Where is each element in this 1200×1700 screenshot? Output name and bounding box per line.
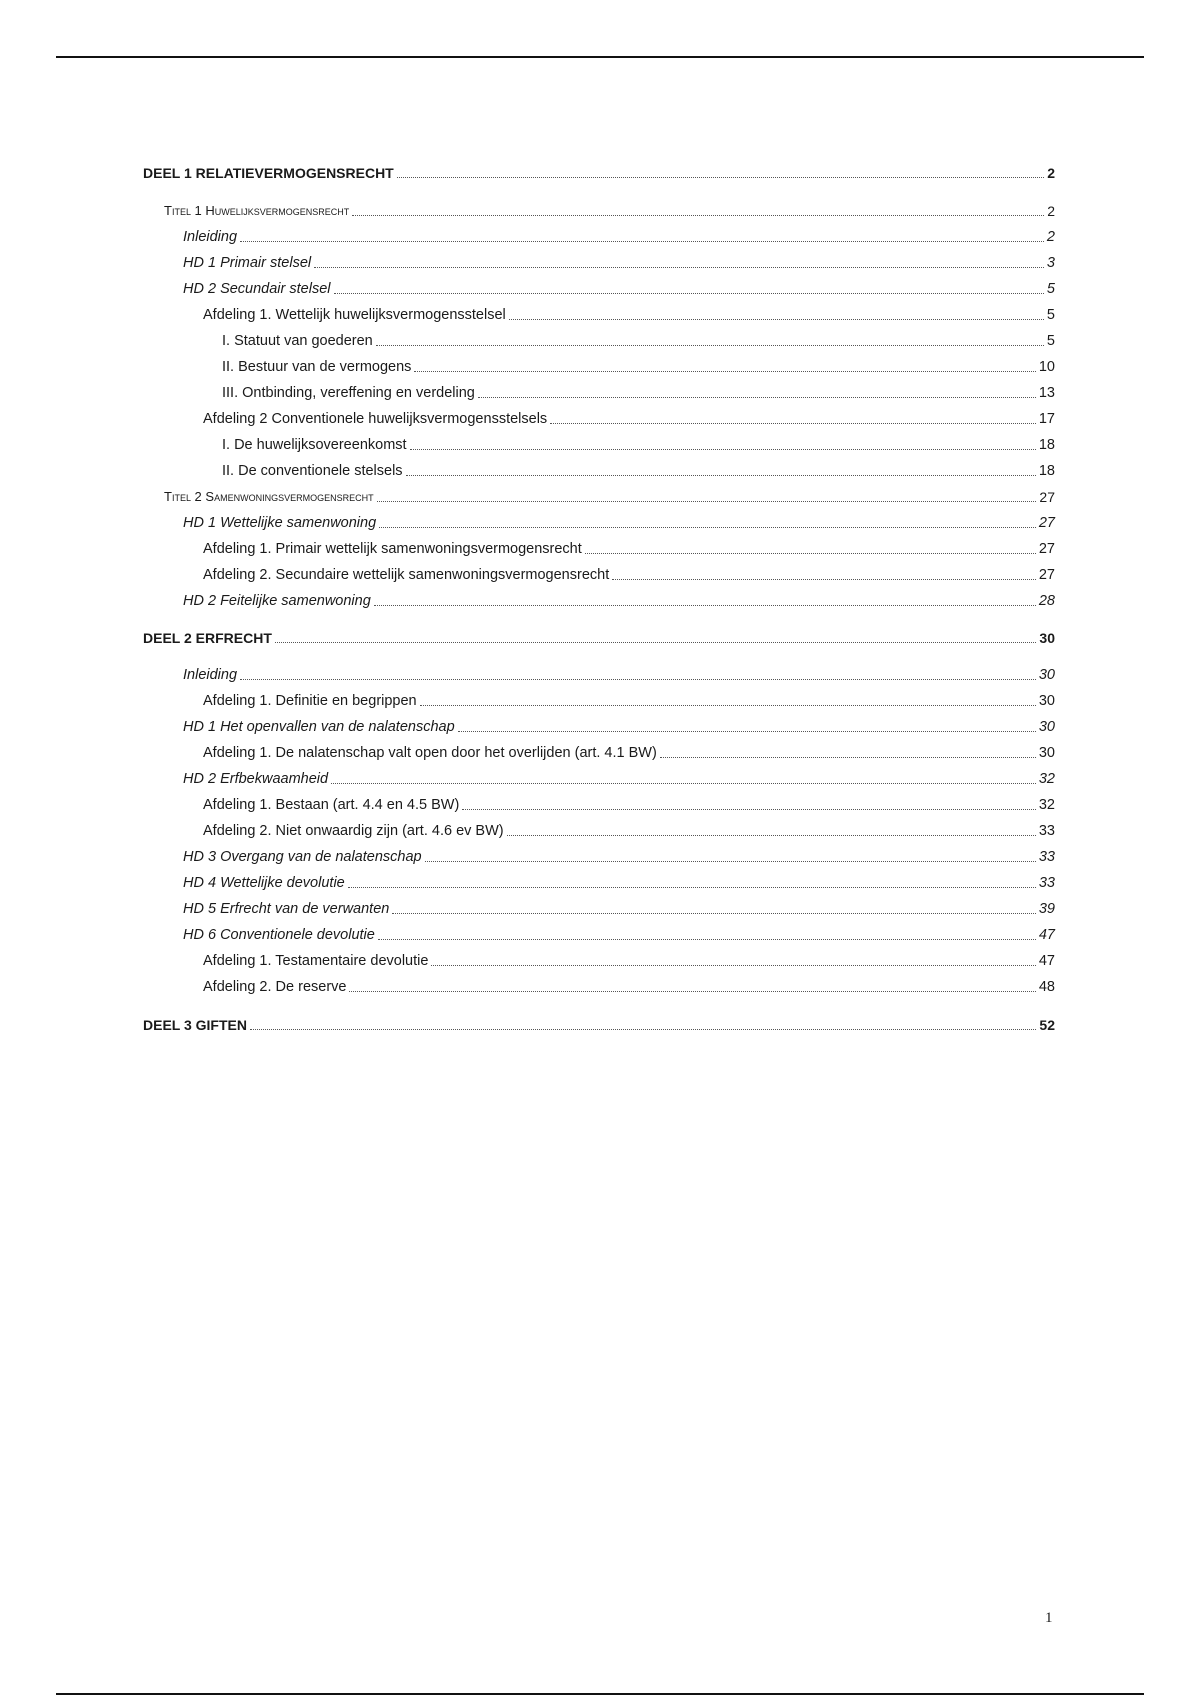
toc-entry-page: 27 [1038,541,1055,557]
toc-entry-label: DEEL 1 RELATIEVERMOGENSRECHT [143,165,394,181]
toc-entry[interactable] [143,482,1055,506]
toc-entry-page: 30 [1038,693,1055,709]
toc-entry[interactable] [143,300,1055,324]
toc-entry-label: I. Statuut van goederen [222,333,373,349]
dot-leader [431,965,1035,966]
toc-entry[interactable] [143,764,1055,788]
dot-leader [392,913,1036,914]
toc-entry-page: 10 [1038,359,1055,375]
dot-leader [458,731,1036,732]
toc-entry-page: 5 [1046,333,1055,349]
dot-leader [550,423,1036,424]
dot-leader [612,579,1036,580]
dot-leader [348,887,1036,888]
dot-leader [425,861,1036,862]
toc-entry[interactable] [143,738,1055,762]
toc-entry[interactable] [143,686,1055,710]
toc-entry-label: DEEL 2 ERFRECHT [143,630,272,646]
toc-entry-label: HD 2 Secundair stelsel [183,281,331,297]
toc-entry-page: 27 [1039,489,1055,505]
toc-entry-label: Inleiding [183,667,238,683]
header-rule [56,56,1144,58]
toc-entry-label: HD 2 Feitelijke samenwoning [183,593,371,609]
toc-entry[interactable] [143,660,1055,684]
toc-entry-page: 18 [1038,437,1055,453]
toc-entry-label: Afdeling 1. Bestaan (art. 4.4 en 4.5 BW) [203,797,460,813]
toc-entry-page: 2 [1046,229,1055,245]
toc-entry-label: HD 1 Wettelijke samenwoning [183,515,377,531]
toc-entry[interactable] [143,274,1055,298]
toc-entry-label: Afdeling 1. Definitie en begrippen [203,693,417,709]
toc-entry[interactable] [143,920,1055,944]
toc-entry-page: 13 [1038,385,1055,401]
footer-rule [56,1693,1144,1695]
toc-entry-label: Afdeling 1. De nalatenschap valt open door het overlijden (art. 4.1 BW) [203,745,657,761]
toc-entry[interactable] [143,430,1055,454]
toc-entry[interactable] [143,404,1055,428]
toc-entry-page: 47 [1038,953,1055,969]
toc-entry-label: II. Bestuur van de vermogens [222,359,412,375]
toc-entry[interactable] [143,842,1055,866]
toc-entry-label: Afdeling 1. Wettelijk huwelijksvermogensstelsel [203,307,506,323]
toc-entry[interactable] [143,534,1055,558]
toc-entry[interactable] [143,623,1055,647]
toc-entry-label: HD 3 Overgang van de nalatenschap [183,849,422,865]
dot-leader [410,449,1036,450]
dot-leader [352,215,1044,216]
toc-entry-page: 47 [1038,927,1055,943]
toc-entry-page: 30 [1038,667,1055,683]
toc-entry[interactable] [143,352,1055,376]
toc-entry-page: 3 [1046,255,1055,271]
toc-entry-label: HD 6 Conventionele devolutie [183,927,375,943]
toc-entry-page: 48 [1038,979,1055,995]
toc-entry-page: 5 [1046,281,1055,297]
toc-entry-page: 32 [1038,797,1055,813]
toc-entry-page: 33 [1038,875,1055,891]
dot-leader [379,527,1036,528]
toc-entry[interactable] [143,196,1055,220]
toc-entry-page: 33 [1038,823,1055,839]
toc-entry[interactable] [143,326,1055,350]
toc-entry-label: HD 1 Het openvallen van de nalatenschap [183,719,455,735]
toc-entry-label: Afdeling 2. Niet onwaardig zijn (art. 4.6 ev BW) [203,823,504,839]
toc-entry[interactable] [143,1010,1055,1034]
toc-entry-page: 27 [1038,567,1055,583]
toc-entry-label: Afdeling 1. Primair wettelijk samenwoningsvermogensrecht [203,541,582,557]
dot-leader [509,319,1044,320]
toc-entry-label: Afdeling 2. De reserve [203,979,347,995]
toc-entry[interactable] [143,158,1055,182]
dot-leader [376,345,1044,346]
toc-entry[interactable] [143,456,1055,480]
toc-entry-label: HD 5 Erfrecht van de verwanten [183,901,390,917]
toc-entry-label: I. De huwelijksovereenkomst [222,437,407,453]
dot-leader [397,177,1044,178]
toc-entry[interactable] [143,790,1055,814]
toc-entry-page: 17 [1038,411,1055,427]
toc-entry-page: 33 [1038,849,1055,865]
dot-leader [240,241,1044,242]
toc-entry[interactable] [143,972,1055,996]
toc-entry[interactable] [143,712,1055,736]
toc-entry-label: Afdeling 2. Secundaire wettelijk samenwoningsvermogensrecht [203,567,610,583]
page-number: 1 [1045,1610,1053,1626]
toc-entry-page: 30 [1039,630,1055,646]
toc-entry[interactable] [143,946,1055,970]
toc-entry-page: 39 [1038,901,1055,917]
toc-entry[interactable] [143,894,1055,918]
toc-entry-label: Titel 1 Huwelijksvermogensrecht [164,203,350,218]
dot-leader [585,553,1036,554]
toc-entry[interactable] [143,816,1055,840]
toc-entry[interactable] [143,586,1055,610]
dot-leader [406,475,1036,476]
toc-entry[interactable] [143,378,1055,402]
toc-entry-label: II. De conventionele stelsels [222,463,403,479]
toc-entry-label: III. Ontbinding, vereffening en verdeling [222,385,475,401]
toc-entry-page: 30 [1038,719,1055,735]
dot-leader [331,783,1036,784]
toc-entry-page: 27 [1038,515,1055,531]
dot-leader [349,991,1035,992]
dot-leader [414,371,1035,372]
toc-entry-label: HD 2 Erfbekwaamheid [183,771,329,787]
toc-entry[interactable] [143,222,1055,246]
toc-entry-page: 32 [1038,771,1055,787]
toc-entry-label: HD 1 Primair stelsel [183,255,312,271]
toc-entry[interactable] [143,248,1055,272]
toc-entry-label: HD 4 Wettelijke devolutie [183,875,345,891]
dot-leader [478,397,1036,398]
dot-leader [378,939,1036,940]
toc-entry-page: 18 [1038,463,1055,479]
dot-leader [462,809,1036,810]
toc-entry-label: Afdeling 2 Conventionele huwelijksvermogensstelsels [203,411,548,427]
toc-entry-label: Inleiding [183,229,238,245]
dot-leader [377,501,1037,502]
dot-leader [660,757,1036,758]
toc-entry-page: 30 [1038,745,1055,761]
toc-entry[interactable] [143,508,1055,532]
toc-entry-label: DEEL 3 GIFTEN [143,1017,247,1033]
dot-leader [250,1029,1036,1030]
toc-entry[interactable] [143,868,1055,892]
dot-leader [240,679,1036,680]
toc-entry-page: 2 [1047,203,1055,219]
toc-entry-page: 5 [1046,307,1055,323]
dot-leader [507,835,1036,836]
dot-leader [374,605,1036,606]
dot-leader [334,293,1044,294]
toc-entry-page: 2 [1047,165,1055,181]
toc-entry-label: Titel 2 Samenwoningsvermogensrecht [164,489,374,504]
toc-entry-label: Afdeling 1. Testamentaire devolutie [203,953,429,969]
toc-entry-page: 52 [1039,1017,1055,1033]
dot-leader [275,642,1037,643]
toc-entry-page: 28 [1038,593,1055,609]
dot-leader [420,705,1036,706]
dot-leader [314,267,1044,268]
toc-entry[interactable] [143,560,1055,584]
